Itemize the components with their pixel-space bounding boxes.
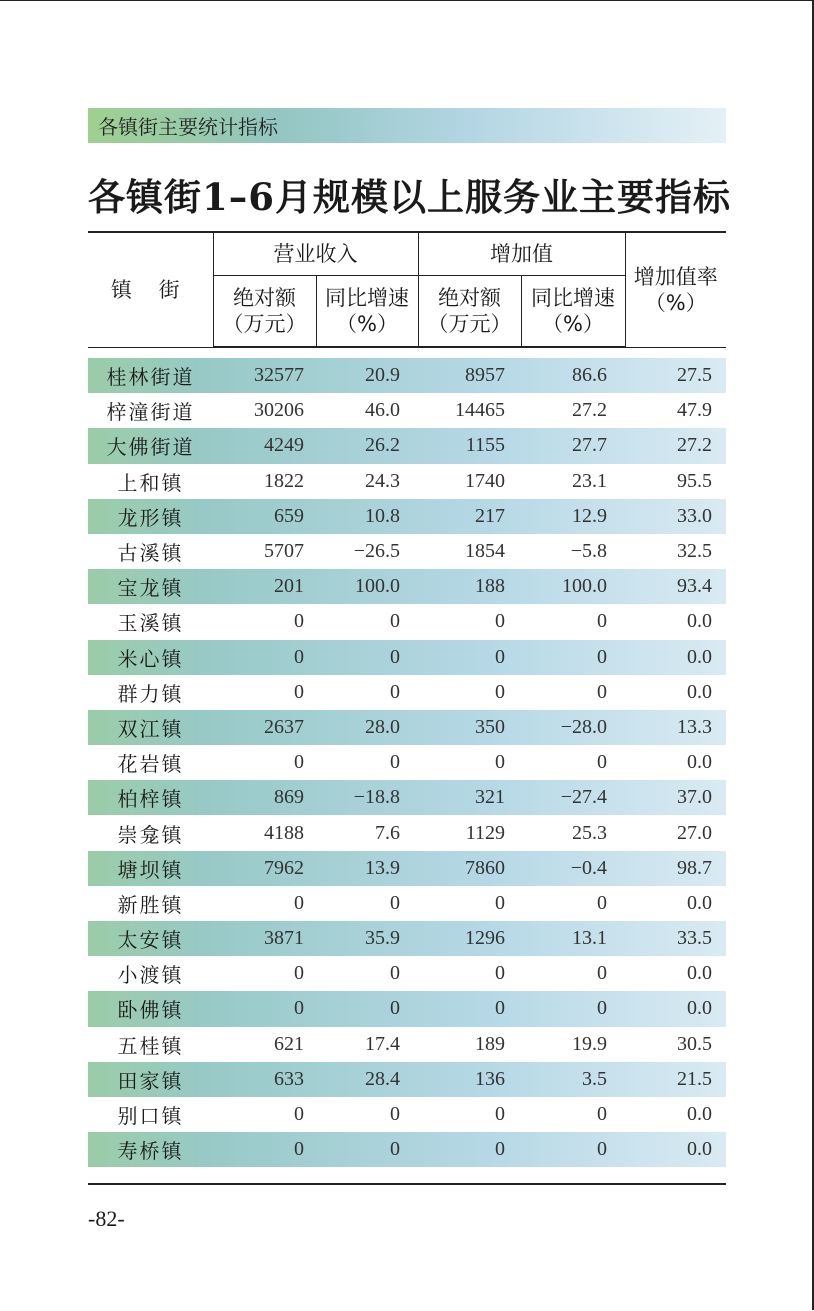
revenue-abs-cell: 0: [294, 962, 304, 985]
revenue-yoy-cell: 17.4: [365, 1032, 400, 1055]
header-revenue: 营业收入: [213, 232, 418, 276]
va-abs-cell: 0: [495, 891, 505, 914]
va-yoy-cell: 100.0: [521, 569, 625, 604]
va-rate-cell: 0.0: [625, 991, 726, 1026]
revenue-yoy-cell: 35.9: [316, 921, 418, 956]
stats-table: [88, 231, 726, 1167]
va-rate-cell: 0.0: [687, 751, 712, 774]
table-header: [88, 232, 726, 347]
town-name-cell: 桂林街道: [88, 358, 213, 393]
table-row: [88, 534, 726, 569]
town-name-cell: 小渡镇: [117, 963, 184, 988]
va-abs-cell: 0: [495, 1103, 505, 1126]
table-row: [88, 499, 726, 534]
town-name-cell: 米心镇: [88, 640, 213, 675]
va-yoy-cell: 0: [597, 680, 607, 703]
revenue-abs-cell: 7962: [213, 851, 316, 886]
revenue-yoy-cell: 7.6: [375, 821, 400, 844]
table-row: [88, 851, 726, 886]
header-va-abs: [418, 276, 521, 348]
revenue-abs-cell: 0: [294, 680, 304, 703]
table-row: [88, 675, 726, 710]
revenue-abs-cell: 4249: [213, 428, 316, 463]
bottom-rule: [88, 1183, 726, 1185]
revenue-yoy-cell: 0: [390, 680, 400, 703]
header-yoy-line1: 同比增速: [325, 286, 409, 310]
table-row: [88, 1097, 726, 1132]
va-rate-cell: 98.7: [625, 851, 726, 886]
table-row: [88, 393, 726, 428]
va-abs-cell: 1129: [465, 821, 505, 844]
va-rate-cell: 0.0: [687, 610, 712, 633]
town-name-cell: 花岩镇: [117, 752, 184, 777]
revenue-yoy-cell: 0: [390, 891, 400, 914]
revenue-abs-cell: 621: [274, 1032, 304, 1055]
va-yoy-cell: −28.0: [521, 710, 625, 745]
table-row: [88, 1132, 726, 1167]
table-row: [88, 569, 726, 604]
va-yoy-cell: 12.9: [521, 499, 625, 534]
va-abs-cell: 217: [418, 499, 521, 534]
va-abs-cell: 14465: [455, 399, 505, 422]
table-row: [88, 358, 726, 393]
va-abs-cell: 0: [418, 1132, 521, 1167]
revenue-abs-cell: 869: [213, 780, 316, 815]
town-name-cell: 崇龛镇: [117, 822, 184, 847]
town-name-cell: 宝龙镇: [88, 569, 213, 604]
revenue-abs-cell: 5707: [264, 540, 304, 563]
va-abs-cell: 7860: [418, 851, 521, 886]
revenue-yoy-cell: 10.8: [316, 499, 418, 534]
revenue-yoy-cell: 28.4: [316, 1062, 418, 1097]
revenue-yoy-cell: 20.9: [316, 358, 418, 393]
town-name-cell: 上和镇: [117, 470, 184, 495]
va-rate-cell: 47.9: [677, 399, 712, 422]
va-yoy-cell: 0: [597, 1103, 607, 1126]
revenue-abs-cell: 0: [294, 610, 304, 633]
town-name-cell: 卧佛镇: [88, 991, 213, 1026]
va-rate-cell: 13.3: [625, 710, 726, 745]
va-abs-cell: 350: [418, 710, 521, 745]
table-row: [88, 921, 726, 956]
revenue-yoy-cell: 0: [316, 1132, 418, 1167]
va-rate-cell: 27.0: [677, 821, 712, 844]
header-abs-line1: 绝对额: [233, 286, 296, 310]
header-revenue-yoy: [316, 276, 418, 348]
va-rate-cell: 27.5: [625, 358, 726, 393]
revenue-abs-cell: 0: [294, 1103, 304, 1126]
section-label: 各镇街主要统计指标: [98, 115, 278, 139]
va-yoy-cell: 27.7: [521, 428, 625, 463]
va-yoy-cell: 13.1: [521, 921, 625, 956]
revenue-yoy-cell: 0: [390, 1103, 400, 1126]
section-banner: [88, 108, 726, 143]
va-yoy-cell: 25.3: [572, 821, 607, 844]
revenue-abs-cell: 0: [213, 991, 316, 1026]
page-number: -82-: [88, 1206, 125, 1231]
header-yoy-line1: 同比增速: [531, 286, 615, 310]
town-name-cell: 大佛街道: [88, 428, 213, 463]
table-row: [88, 745, 726, 780]
revenue-abs-cell: 0: [294, 891, 304, 914]
revenue-yoy-cell: 0: [390, 610, 400, 633]
table-row: [88, 991, 726, 1026]
table-row: [88, 428, 726, 463]
header-revenue-abs: [213, 276, 316, 348]
stats-table-wrapper: [88, 231, 726, 1167]
revenue-yoy-cell: 0: [316, 640, 418, 675]
header-yoy-line2: （%）: [336, 312, 398, 336]
revenue-abs-cell: 32577: [213, 358, 316, 393]
va-rate-cell: 33.0: [625, 499, 726, 534]
va-abs-cell: 321: [418, 780, 521, 815]
va-yoy-cell: 0: [521, 640, 625, 675]
header-va-rate-line2: （%）: [644, 290, 707, 315]
town-name-cell: 玉溪镇: [117, 611, 184, 636]
va-yoy-cell: 3.5: [521, 1062, 625, 1097]
town-name-cell: 别口镇: [117, 1104, 184, 1129]
town-name-cell: 柏梓镇: [88, 780, 213, 815]
va-rate-cell: 32.5: [677, 540, 712, 563]
table-row: [88, 1062, 726, 1097]
va-rate-cell: 0.0: [687, 962, 712, 985]
table-row: [88, 815, 726, 850]
revenue-abs-cell: 659: [213, 499, 316, 534]
va-rate-cell: 93.4: [625, 569, 726, 604]
table-row: [88, 640, 726, 675]
revenue-abs-cell: 0: [213, 640, 316, 675]
va-rate-cell: 0.0: [687, 1103, 712, 1126]
va-abs-cell: 0: [418, 991, 521, 1026]
header-abs-line2: （万元）: [427, 312, 512, 336]
va-rate-cell: 0.0: [687, 680, 712, 703]
header-va-rate-line1: 增加值率: [633, 264, 718, 289]
va-abs-cell: 0: [495, 680, 505, 703]
table-row: [88, 604, 726, 639]
header-va-yoy: [521, 276, 625, 348]
revenue-abs-cell: 0: [294, 751, 304, 774]
va-abs-cell: 0: [495, 962, 505, 985]
revenue-yoy-cell: 0: [390, 962, 400, 985]
revenue-yoy-cell: 26.2: [316, 428, 418, 463]
va-yoy-cell: 0: [597, 610, 607, 633]
va-abs-cell: 0: [495, 610, 505, 633]
va-abs-cell: 1854: [465, 540, 505, 563]
town-name-cell: 龙形镇: [88, 499, 213, 534]
town-name-cell: 新胜镇: [117, 892, 184, 917]
revenue-abs-cell: 633: [213, 1062, 316, 1097]
va-abs-cell: 136: [418, 1062, 521, 1097]
va-rate-cell: 30.5: [677, 1032, 712, 1055]
table-row: [88, 956, 726, 991]
header-va-rate: [625, 232, 726, 347]
va-abs-cell: 0: [495, 751, 505, 774]
va-yoy-cell: 0: [521, 1132, 625, 1167]
va-rate-cell: 0.0: [625, 640, 726, 675]
town-name-cell: 双江镇: [88, 710, 213, 745]
va-rate-cell: 0.0: [625, 1132, 726, 1167]
revenue-yoy-cell: 0: [390, 751, 400, 774]
revenue-yoy-cell: −26.5: [353, 540, 400, 563]
va-yoy-cell: −27.4: [521, 780, 625, 815]
va-abs-cell: 1740: [465, 469, 505, 492]
town-name-cell: 塘坝镇: [88, 851, 213, 886]
va-yoy-cell: 0: [521, 991, 625, 1026]
town-name-cell: 古溪镇: [117, 541, 184, 566]
va-rate-cell: 37.0: [625, 780, 726, 815]
va-rate-cell: 95.5: [677, 469, 712, 492]
va-abs-cell: 189: [475, 1032, 505, 1055]
header-abs-line1: 绝对额: [438, 286, 501, 310]
revenue-abs-cell: 0: [213, 1132, 316, 1167]
table-row: [88, 780, 726, 815]
revenue-abs-cell: 1822: [264, 469, 304, 492]
revenue-abs-cell: 4188: [264, 821, 304, 844]
va-yoy-cell: −0.4: [521, 851, 625, 886]
table-row: [88, 464, 726, 499]
va-yoy-cell: 86.6: [521, 358, 625, 393]
revenue-yoy-cell: 28.0: [316, 710, 418, 745]
town-name-cell: 梓潼街道: [106, 400, 195, 425]
va-rate-cell: 0.0: [687, 891, 712, 914]
va-rate-cell: 27.2: [625, 428, 726, 463]
va-yoy-cell: 19.9: [572, 1032, 607, 1055]
town-name-cell: 太安镇: [88, 921, 213, 956]
revenue-yoy-cell: 100.0: [316, 569, 418, 604]
revenue-yoy-cell: −18.8: [316, 780, 418, 815]
va-abs-cell: 1155: [418, 428, 521, 463]
revenue-yoy-cell: 46.0: [365, 399, 400, 422]
va-abs-cell: 8957: [418, 358, 521, 393]
va-rate-cell: 21.5: [625, 1062, 726, 1097]
va-yoy-cell: 23.1: [572, 469, 607, 492]
va-yoy-cell: 0: [597, 962, 607, 985]
table-row: [88, 886, 726, 921]
header-value-added: 增加值: [418, 232, 625, 276]
table-row: [88, 710, 726, 745]
va-yoy-cell: 0: [597, 891, 607, 914]
table-row: [88, 1027, 726, 1062]
va-rate-cell: 33.5: [625, 921, 726, 956]
revenue-abs-cell: 2637: [213, 710, 316, 745]
va-abs-cell: 1296: [418, 921, 521, 956]
va-yoy-cell: −5.8: [570, 540, 607, 563]
revenue-abs-cell: 3871: [213, 921, 316, 956]
town-name-cell: 五桂镇: [117, 1033, 184, 1058]
revenue-abs-cell: 30206: [254, 399, 304, 422]
va-yoy-cell: 0: [597, 751, 607, 774]
revenue-abs-cell: 201: [213, 569, 316, 604]
revenue-yoy-cell: 24.3: [365, 469, 400, 492]
revenue-yoy-cell: 13.9: [316, 851, 418, 886]
header-town: 镇 街: [88, 232, 213, 347]
va-yoy-cell: 27.2: [572, 399, 607, 422]
table-body: [88, 347, 726, 1167]
town-name-cell: 寿桥镇: [88, 1132, 213, 1167]
page-title: 各镇街1–6月规模以上服务业主要指标: [88, 175, 731, 219]
header-abs-line2: （万元）: [222, 312, 307, 336]
va-abs-cell: 0: [418, 640, 521, 675]
header-yoy-line2: （%）: [542, 312, 604, 336]
town-name-cell: 群力镇: [117, 681, 184, 706]
revenue-yoy-cell: 0: [316, 991, 418, 1026]
town-name-cell: 田家镇: [88, 1062, 213, 1097]
va-abs-cell: 188: [418, 569, 521, 604]
